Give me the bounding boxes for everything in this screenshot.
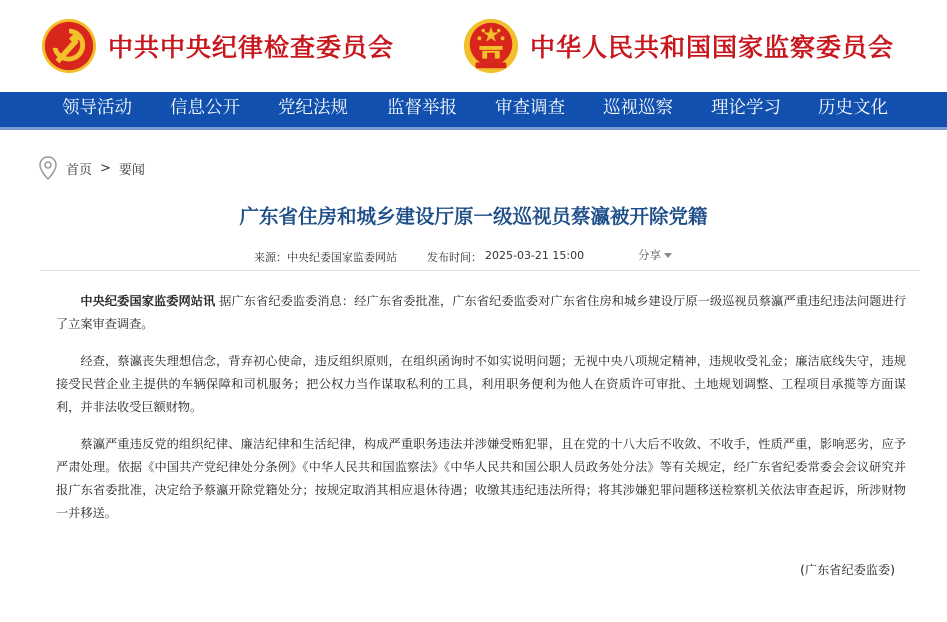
main-nav — [0, 92, 947, 130]
site-header — [0, 0, 947, 92]
paragraph-1 — [56, 290, 906, 336]
date-value: 2025-03-21 15:00 — [485, 249, 585, 262]
paragraph-2: 经查，蔡瀛丧失理想信念，背弃初心使命，违反组织原则，在组织函询时不如实说明问题；无视中央八项规定精神，违规收受礼金；廉洁底线失守，违规接受民营企业主提供的车辆保障和司机服务；把公权力当作谋取私利的工具，利用职务便利为他人在资质许可审批、土地规划调整、工程项目承揽等方面谋利，并非法收受巨额财物。 — [56, 354, 906, 414]
source-value: 中央纪委国家监委网站 — [287, 251, 397, 264]
article-meta — [0, 249, 947, 265]
nav-item-info-disclosure[interactable]: 信息公开 — [170, 98, 240, 118]
nav-item-theory[interactable]: 理论学习 — [711, 98, 781, 118]
national-emblem-icon — [462, 17, 520, 75]
share-label: 分享 — [638, 248, 661, 262]
paragraph-3: 蔡瀛严重违反党的组织纪律、廉洁纪律和生活纪律，构成严重职务违法并涉嫌受贿犯罪，且在党的十八大后不收敛、不收手，性质严重，影响恶劣，应予严肃处理。依据《中国共产党纪律处分条例》《中华人民共和国监察法》《中华人民共和国公职人员政务处分法》等有关规定，经广东省纪委常委会会议研究并报广东省委批准，决定给予蔡瀛开除党籍处分；按规定取消其相应退休待遇；收缴其违纪违法所得；将其涉嫌犯罪问题移送检察机关依法审查起诉，所涉财物一并移送。 — [56, 437, 906, 520]
breadcrumb-separator: > — [100, 160, 111, 176]
ccdi-logo-link[interactable] — [40, 0, 394, 92]
article-body — [56, 290, 906, 539]
lead-source: 中央纪委国家监委网站讯 — [80, 294, 216, 308]
ccdi-name: 中共中央纪律检查委员会 — [108, 33, 395, 62]
article-footer-source: (广东省纪委监委) — [800, 563, 895, 577]
nav-item-investigation[interactable]: 审查调查 — [495, 98, 565, 118]
chevron-down-icon — [664, 253, 672, 258]
nav-item-leadership[interactable]: 领导活动 — [62, 98, 132, 118]
breadcrumb-home-link[interactable]: 首页 — [66, 162, 93, 178]
nsc-name: 中华人民共和国国家监察委员会 — [530, 33, 895, 62]
nav-item-history[interactable]: 历史文化 — [818, 98, 888, 118]
share-button[interactable] — [638, 247, 672, 263]
divider — [40, 270, 920, 271]
nav-item-regulations[interactable]: 党纪法规 — [278, 98, 348, 118]
nav-item-inspection[interactable]: 巡视巡察 — [603, 98, 673, 118]
paragraph-1-text: 据广东省纪委监委消息：经广东省委批准，广东省纪委监委对广东省住房和城乡建设厅原一级巡视员蔡瀛严重违纪违法问题进行了立案审查调查。 — [56, 294, 907, 331]
article-title: 广东省住房和城乡建设厅原一级巡视员蔡瀛被开除党籍 — [239, 205, 708, 228]
source-label: 来源： — [254, 251, 287, 264]
breadcrumb-current-link[interactable]: 要闻 — [118, 162, 145, 178]
date-label: 发布时间： — [427, 251, 482, 264]
breadcrumb — [38, 155, 153, 181]
nsc-logo-link[interactable] — [462, 0, 894, 92]
location-pin-icon — [38, 156, 58, 180]
party-emblem-icon — [40, 17, 98, 75]
nav-item-report[interactable]: 监督举报 — [387, 98, 457, 118]
